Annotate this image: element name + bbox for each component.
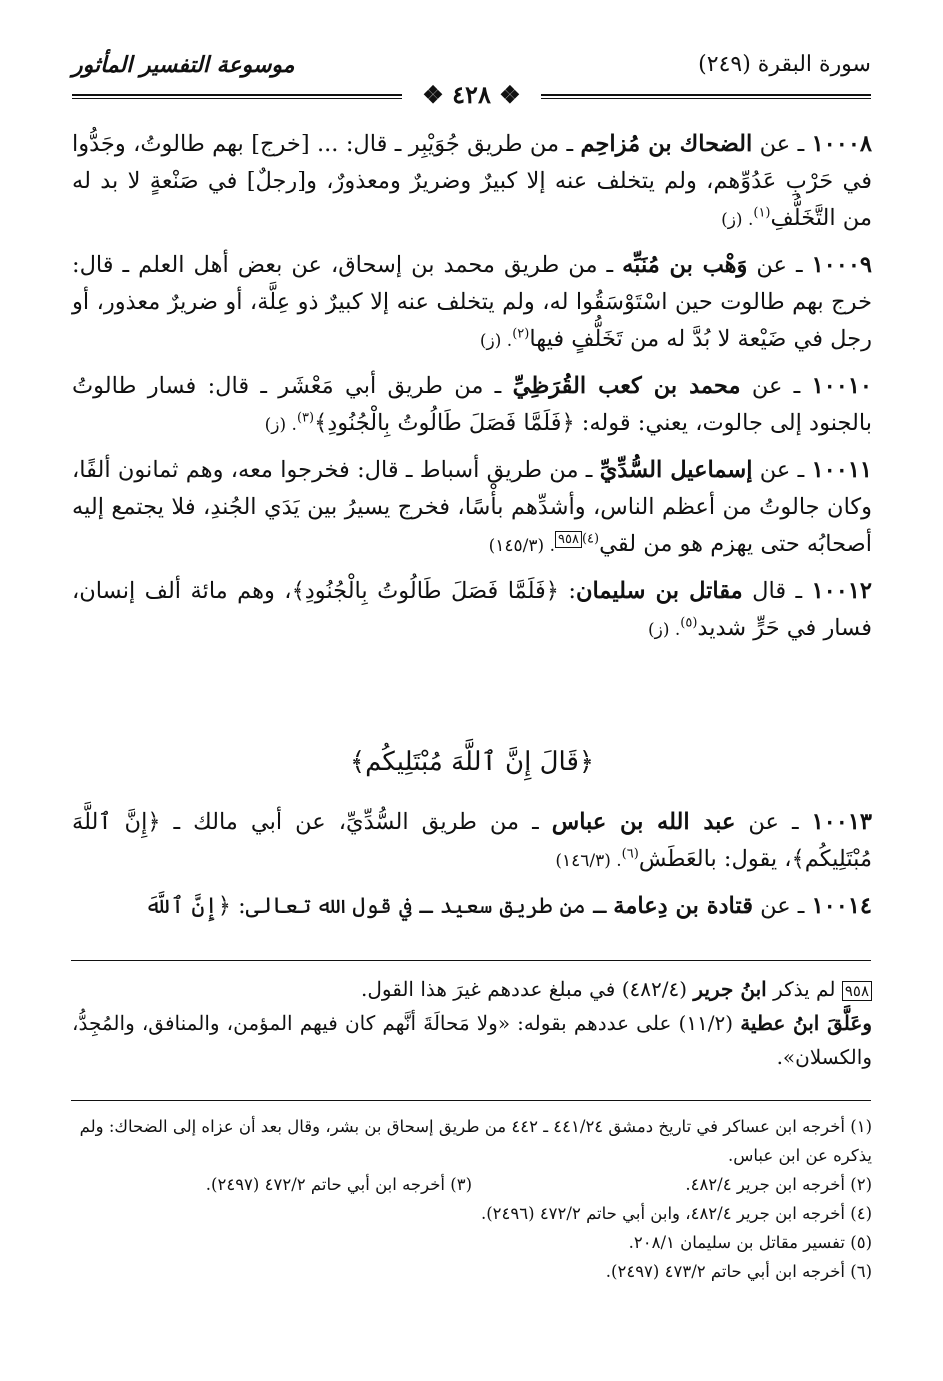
entry-text: ـ من طريق أبي مَعْشَر ـ قال: فسار طالوتُ بالجنود إلى جالوت، يعني: قوله: ﴿فَلَمَّا فَصَلَ طَالُوتُ بِالْجُنُودِ﴾	[72, 373, 872, 436]
entry-text: ـ من طريق السُّدِّيِّ، عن أبي مالك ـ ﴿إِنَّ ٱللَّهَ مُبْتَلِيكُم﴾، يقول: بالعَطَش	[72, 809, 872, 872]
note-text: (١١/٢) على عددهم بقوله: «ولا مَحالَةَ أنَّهم كان فيهم المؤمن، والمنافق، والمُجِدُّ، والكسلان».	[72, 1011, 872, 1069]
verse-heading: ﴿قَالَ إِنَّ ٱللَّهَ مُبْتَلِيكُم﴾	[349, 747, 595, 777]
narrator-name: الضحاك بن مُزاحِم	[580, 131, 753, 157]
entry-10013	[72, 804, 872, 880]
note-text: لم يذكر	[766, 977, 842, 1001]
entry-10010	[72, 368, 872, 444]
narrator-name: إسماعيل السُّدِّيِّ	[599, 457, 753, 483]
narrator-name: قتادة بن دِعامة	[613, 893, 753, 919]
note-box-marker: ٩٥٨	[555, 531, 582, 548]
editor-notes	[72, 972, 872, 1074]
narrator-name: محمد بن كعب القُرَظِيِّ	[512, 373, 741, 399]
footnote-row-2-3	[72, 1170, 872, 1199]
note-box-number: ٩٥٨	[842, 981, 872, 1001]
entry-10014	[72, 888, 872, 925]
note-text: وعَلَّقَ	[819, 1011, 872, 1035]
notes-divider	[71, 960, 871, 961]
footnote-1: (١) أخرجه ابن عساكر في تاريخ دمشق ٤٤١/٢٤ ـ ٤٤٢ من طريق إسحاق بن بشر، وقال بعد أن عزاه إلى الضحاك: ولم يذكره عن ابن عباس.	[79, 1117, 872, 1165]
book-title: موسوعة التفسير المأثور	[72, 52, 295, 78]
main-text	[72, 126, 872, 657]
entry-number: ١٠٠١٢	[811, 578, 872, 604]
note-author: ابنُ عطية	[740, 1011, 820, 1035]
surah-header: سورة البقرة (٢٤٩)	[698, 52, 871, 77]
note-958	[72, 972, 872, 1006]
entry-text: ـ عن	[747, 252, 812, 278]
entry-text: ـ عن	[740, 373, 812, 399]
footnote-marker: (٣)	[296, 410, 315, 426]
note-text: (٤٨٢/٤) في مبلغ عددهم غيرَ هذا القول.	[361, 977, 694, 1001]
entry-10011	[72, 452, 872, 565]
footnote-3: (٣) أخرجه ابن أبي حاتم ٤٧٢/٢ (٢٤٩٧).	[205, 1175, 472, 1194]
footnote-marker: (١)	[753, 205, 771, 221]
footnotes-divider	[71, 1100, 871, 1101]
page-number: ❖ ٤٢٨ ❖	[422, 80, 521, 109]
narrator-name: مقاتل بن سليمان	[576, 578, 743, 604]
reference-mark: . (ز)	[721, 210, 754, 230]
entry-text: ـ عن	[735, 809, 812, 835]
entry-number: ١٠٠١٠	[811, 373, 872, 399]
entry-text: ـ قال	[742, 578, 812, 604]
reference-mark: . (ز)	[264, 415, 297, 435]
entry-number: ١٠٠٠٩	[811, 252, 873, 278]
reference-mark: . (١٤٦/٣)	[555, 851, 622, 871]
entry-text: ـ عن	[752, 893, 812, 919]
footnote-4: (٤) أخرجه ابن جرير ٤٨٢/٤، وابن أبي حاتم ٤٧٢/٢ (٢٤٩٦).	[480, 1204, 872, 1223]
entry-number: ١٠٠١٤	[811, 893, 872, 919]
header-rule-left	[72, 94, 402, 99]
entry-10008	[72, 126, 872, 239]
footnote-marker: (٥)	[680, 615, 698, 631]
entry-text: ـ من طريق أسباط ـ قال: فخرجوا معه، وهم ثمانون ألفًا، وكان جالوتُ من أعظم الناس، وأشدِّهم بأْسًا، فخرج يسيرُ بين يَدَي الجُندِ، فلا يجتمع إليه أصحابُه حتى يهزم هو من لقي	[72, 457, 872, 557]
narrator-name: وَهْب بن مُنَبِّه	[622, 252, 748, 278]
footnote-6: (٦) أخرجه ابن أبي حاتم ٤٧٣/٢ (٢٤٩٧).	[605, 1262, 872, 1281]
entry-text: ـ من طريق جُوَيْبِر ـ قال: ... [خرج] بهم طالوتُ، وجَدُّوا في حَرْبِ عَدُوِّهم، ولم يتخلف عنه إلا كبيرٌ وضريرٌ ومعذورٌ، و[رجلٌ] في صَنْعةٍ لا بد له من التَّخَلُّفِ	[72, 131, 872, 231]
footnote-marker: (٦)	[621, 846, 639, 862]
entry-text: ـ من طريق سعيد ـ في قول الله تعالى: ﴿إِنَّ ٱللَّهَ	[144, 893, 614, 919]
footnote-5: (٥) تفسير مقاتل بن سليمان ٢٠٨/١.	[628, 1233, 872, 1252]
note-author: ابنُ جرير	[693, 977, 767, 1001]
entry-number: ١٠٠٠٨	[811, 131, 873, 157]
entry-10009	[72, 247, 872, 360]
entry-number: ١٠٠١١	[811, 457, 872, 483]
main-text-2	[72, 804, 872, 933]
footnote-marker: (٢)	[512, 326, 530, 342]
note-958-continued	[72, 1006, 872, 1074]
entry-number: ١٠٠١٣	[811, 809, 873, 835]
entry-text: ـ عن	[752, 131, 812, 157]
narrator-name: عبد الله بن عباس	[551, 809, 736, 835]
reference-mark: . (ز)	[647, 620, 681, 640]
entry-10012	[72, 573, 872, 649]
footnote-2: (٢) أخرجه ابن جرير ٤٨٢/٤.	[685, 1175, 872, 1194]
entry-text: ـ عن	[752, 457, 812, 483]
reference-mark: . (١٤٥/٣)	[488, 536, 555, 556]
entry-text: ـ من طريق محمد بن إسحاق، عن بعض أهل العلم ـ قال: خرج بهم طالوت حين اسْتَوْسَقُوا له، ولم يتخلف عنه إلا كبيرٌ ذو عِلَّة، أو ضريرٌ معذور، أو رجل في ضَيْعة لا بُدَّ له من تَخَلُّفٍ فيها	[72, 252, 872, 352]
reference-mark: . (ز)	[479, 331, 513, 351]
footnotes	[72, 1112, 872, 1286]
footnote-marker: (٤)	[581, 531, 600, 547]
entry-text: : ﴿فَلَمَّا فَصَلَ طَالُوتُ بِالْجُنُودِ﴾، وهم مائة ألف إنسان، فسار في حَرٍّ شديد	[72, 578, 872, 641]
header-rule-right	[541, 94, 871, 99]
